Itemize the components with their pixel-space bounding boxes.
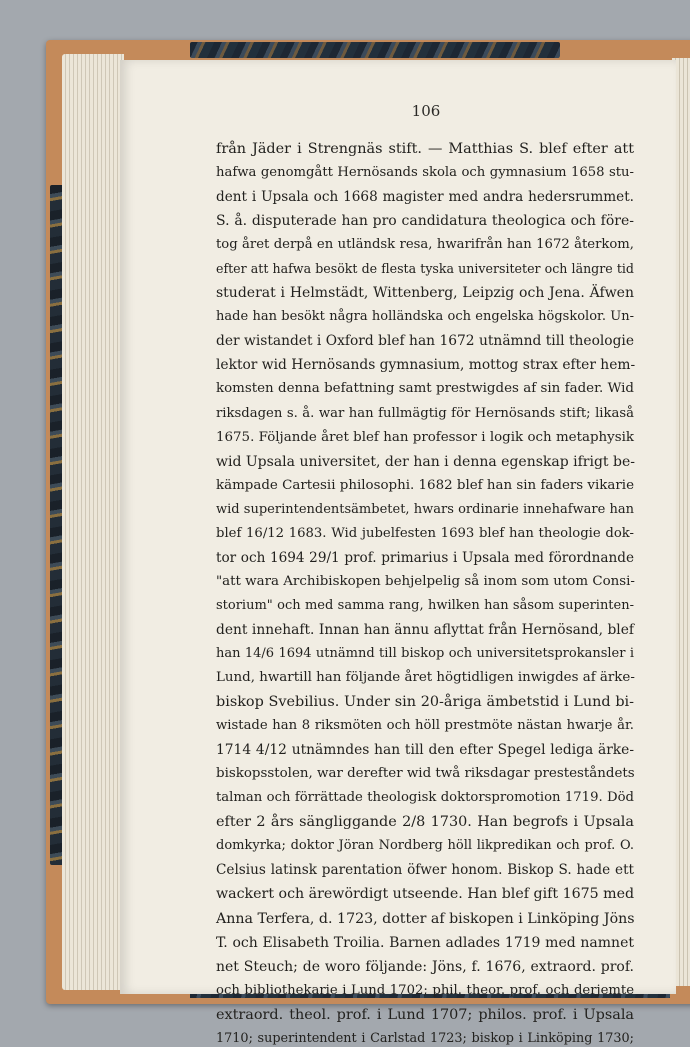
text-line: wid Upsala universitet, der han i denna egenskap ifrigt be- bbox=[216, 453, 635, 470]
text-line: 1714 4/12 utnämndes han till den efter Spegel lediga ärke- bbox=[216, 742, 634, 759]
text-line: tor och 1694 29/1 prof. primarius i Upsala med förordnande bbox=[216, 549, 634, 566]
text-line: hade han besökt några holländska och engelska högskolor. Un- bbox=[216, 309, 634, 325]
text-line: storium" och med samma rang, hwilken han såsom superinten- bbox=[216, 597, 634, 613]
text-line: biskop Svebilius. Under sin 20-åriga ämbetstid i Lund bi- bbox=[216, 694, 634, 711]
text-line: 1675. Följande året blef han professor i logik och metaphysik bbox=[216, 429, 634, 445]
page-number: 106 bbox=[411, 102, 441, 120]
text-line: talman och förrättade theologisk doktorspromotion 1719. Död bbox=[216, 790, 634, 806]
text-line: riksdagen s. å. war han fullmägtig för Hernösands stift; likaså bbox=[216, 405, 634, 421]
text-line: efter att hafwa besökt de flesta tyska universiteter och längre tid bbox=[216, 261, 634, 277]
text-line: Lund, hwartill han följande året högtidligen inwigdes af ärke- bbox=[216, 670, 635, 686]
text-line: net Steuch; de woro följande: Jöns, f. 1676, extraord. prof. bbox=[216, 958, 634, 975]
text-line: efter 2 års sängliggande 2/8 1730. Han begrofs i Upsala bbox=[216, 814, 634, 831]
text-line: biskopsstolen, war derefter wid twå riksdagar presteståndets bbox=[216, 766, 635, 782]
text-line: Celsius latinsk parentation öfwer honom. Biskop S. hade ett bbox=[216, 862, 634, 879]
text-line: tog året derpå en utländsk resa, hwarifrån han 1672 återkom, bbox=[216, 237, 634, 253]
text-line: Anna Terfera, d. 1723, dotter af biskopen i Linköping Jöns bbox=[216, 910, 635, 927]
text-line: S. å. disputerade han pro candidatura theologica och före- bbox=[216, 213, 634, 230]
text-line: från Jäder i Strengnäs stift. — Matthias S. blef efter att bbox=[216, 141, 634, 157]
text-line: dent i Upsala och 1668 magister med andra hedersrummet. bbox=[216, 189, 634, 206]
page-edges-left bbox=[62, 54, 124, 990]
text-line: wistade han 8 riksmöten och höll prestmöte nästan hwarje år. bbox=[216, 718, 634, 734]
marbled-edge-top bbox=[190, 42, 560, 58]
text-line: domkyrka; doktor Jöran Nordberg höll likpredikan och prof. O. bbox=[216, 838, 634, 854]
text-line: hafwa genomgått Hernösands skola och gymnasium 1658 stu- bbox=[216, 165, 634, 181]
text-line: kämpade Cartesii philosophi. 1682 blef han sin faders vikarie bbox=[216, 477, 634, 493]
text-line: han 14/6 1694 utnämnd till biskop och universitetsprokansler i bbox=[216, 645, 634, 661]
text-line: studerat i Helmstädt, Wittenberg, Leipzig och Jena. Äfwen bbox=[216, 285, 634, 302]
body-text bbox=[216, 137, 634, 1047]
text-line: T. och Elisabeth Troilia. Barnen adlades 1719 med namnet bbox=[216, 934, 634, 951]
text-line: extraord. theol. prof. i Lund 1707; philos. prof. i Upsala bbox=[216, 1006, 634, 1023]
text-line: 1710; superintendent i Carlstad 1723; biskop i Linköping 1730; bbox=[216, 1030, 634, 1046]
book-page bbox=[120, 60, 676, 1046]
text-line: lektor wid Hernösands gymnasium, mottog strax efter hem- bbox=[216, 357, 636, 374]
text-line: komsten denna befattning samt prestwigdes af sin fader. Wid bbox=[216, 381, 634, 397]
text-line: och bibliothekarie i Lund 1702; phil. theor. prof. och derjemte bbox=[216, 982, 634, 998]
text-line: blef 16/12 1683. Wid jubelfesten 1693 blef han theologie dok- bbox=[216, 525, 634, 541]
text-line: wackert och ärewördigt utseende. Han blef gift 1675 med bbox=[216, 886, 635, 903]
text-line: der wistandet i Oxford blef han 1672 utnämnd till theologie bbox=[216, 333, 634, 350]
text-line: "att wara Archibiskopen behjelpelig så inom som utom Consi- bbox=[216, 573, 635, 589]
text-line: dent innehaft. Innan han ännu aflyttat från Hernösand, blef bbox=[216, 621, 634, 638]
text-line: wid superintendentsämbetet, hwars ordinarie innehafware han bbox=[216, 501, 634, 517]
